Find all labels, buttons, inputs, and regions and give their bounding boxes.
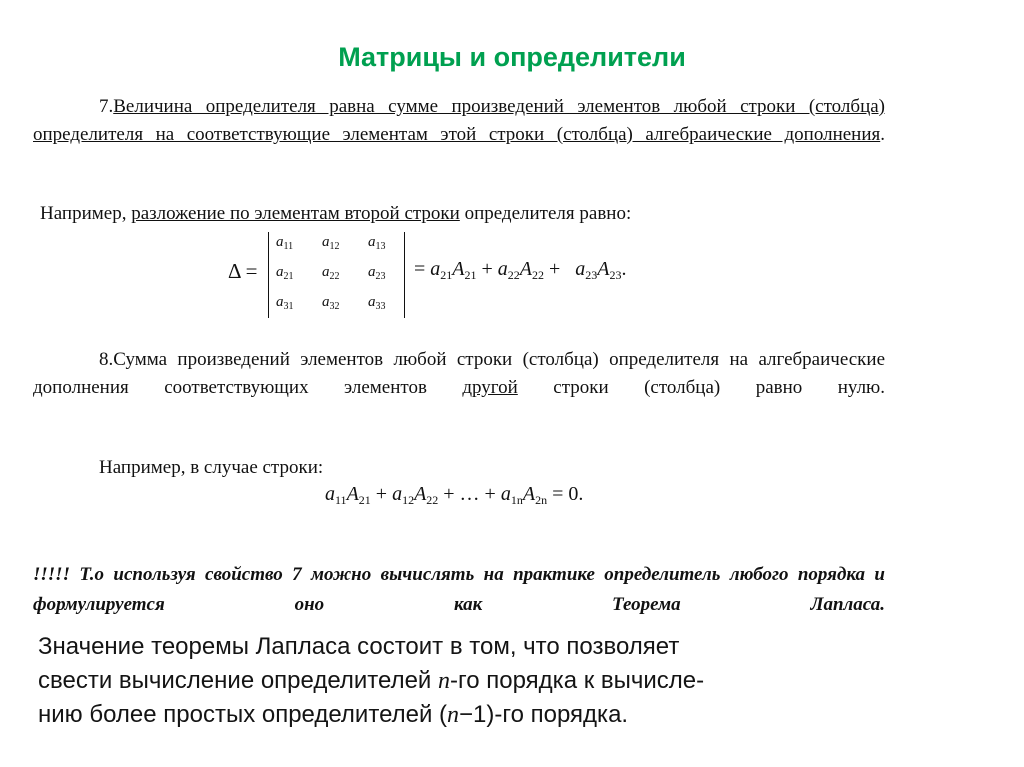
property-7-number: 7.	[99, 96, 114, 117]
example-1-suffix: определителя равно:	[459, 203, 632, 224]
property-8-part1: 8.Сумма произведений элементов любой строки (столбца) определителя на алгебраические дополнения соответствующих элементов	[33, 349, 885, 398]
expansion-formula: = $a_{21}A_{21} + a_{22}A_{22} + a_{23}A_{23}$.	[414, 258, 627, 282]
property-7-end: .	[880, 124, 885, 145]
example-1	[40, 201, 631, 227]
determinant-expansion	[228, 228, 698, 320]
delta-symbol: Δ =	[228, 259, 258, 283]
property-8	[33, 346, 885, 430]
laplace-remark: !!!!! Т.о используя свойство 7 можно вычислять на практике определитель любого порядка и формулируется оно как Теорема Лапласа.	[33, 564, 885, 615]
det-cell: $a_{11}$	[276, 234, 294, 252]
laplace-line-2: свести вычисление определителей n-го порядка к вычисле-	[38, 667, 705, 694]
det-cell: $a_{23}$	[368, 264, 386, 282]
laplace-line-1: Значение теоремы Лапласа состоит в том, что позволяет	[38, 633, 680, 660]
laplace-line-3: нию более простых определителей (n−1)-го порядка.	[38, 701, 629, 728]
example-2-formula: $a_{11}A_{21} + a_{12}A_{22}$ + … + $a_{1n}A_{2n} = 0$.	[325, 483, 584, 507]
property-7	[33, 93, 885, 177]
det-cell: $a_{12}$	[322, 234, 340, 252]
det-left-bar	[268, 232, 269, 318]
det-cell: $a_{21}$	[276, 264, 294, 282]
det-cell: $a_{13}$	[368, 234, 386, 252]
laplace-significance	[38, 630, 878, 732]
page-title: Матрицы и определители	[338, 42, 686, 72]
property-8-part2: строки (столбца) равно нулю.	[517, 377, 886, 398]
det-cell: $a_{22}$	[322, 264, 340, 282]
property-8-underlined: другой	[462, 377, 518, 398]
det-cell: $a_{32}$	[322, 294, 340, 312]
example-1-underlined: разложение по элементам второй строки	[131, 203, 460, 224]
det-cell: $a_{31}$	[276, 294, 294, 312]
det-cell: $a_{33}$	[368, 294, 386, 312]
det-right-bar	[404, 232, 405, 318]
property-7-text: Величина определителя равна сумме произведений элементов любой строки (столбца) определителя на соответствующие элементам этой строки (столбца) алгебраические дополнения	[33, 96, 885, 145]
example-2-text: Например, в случае строки:	[99, 457, 324, 478]
example-1-prefix: Например,	[40, 203, 132, 224]
